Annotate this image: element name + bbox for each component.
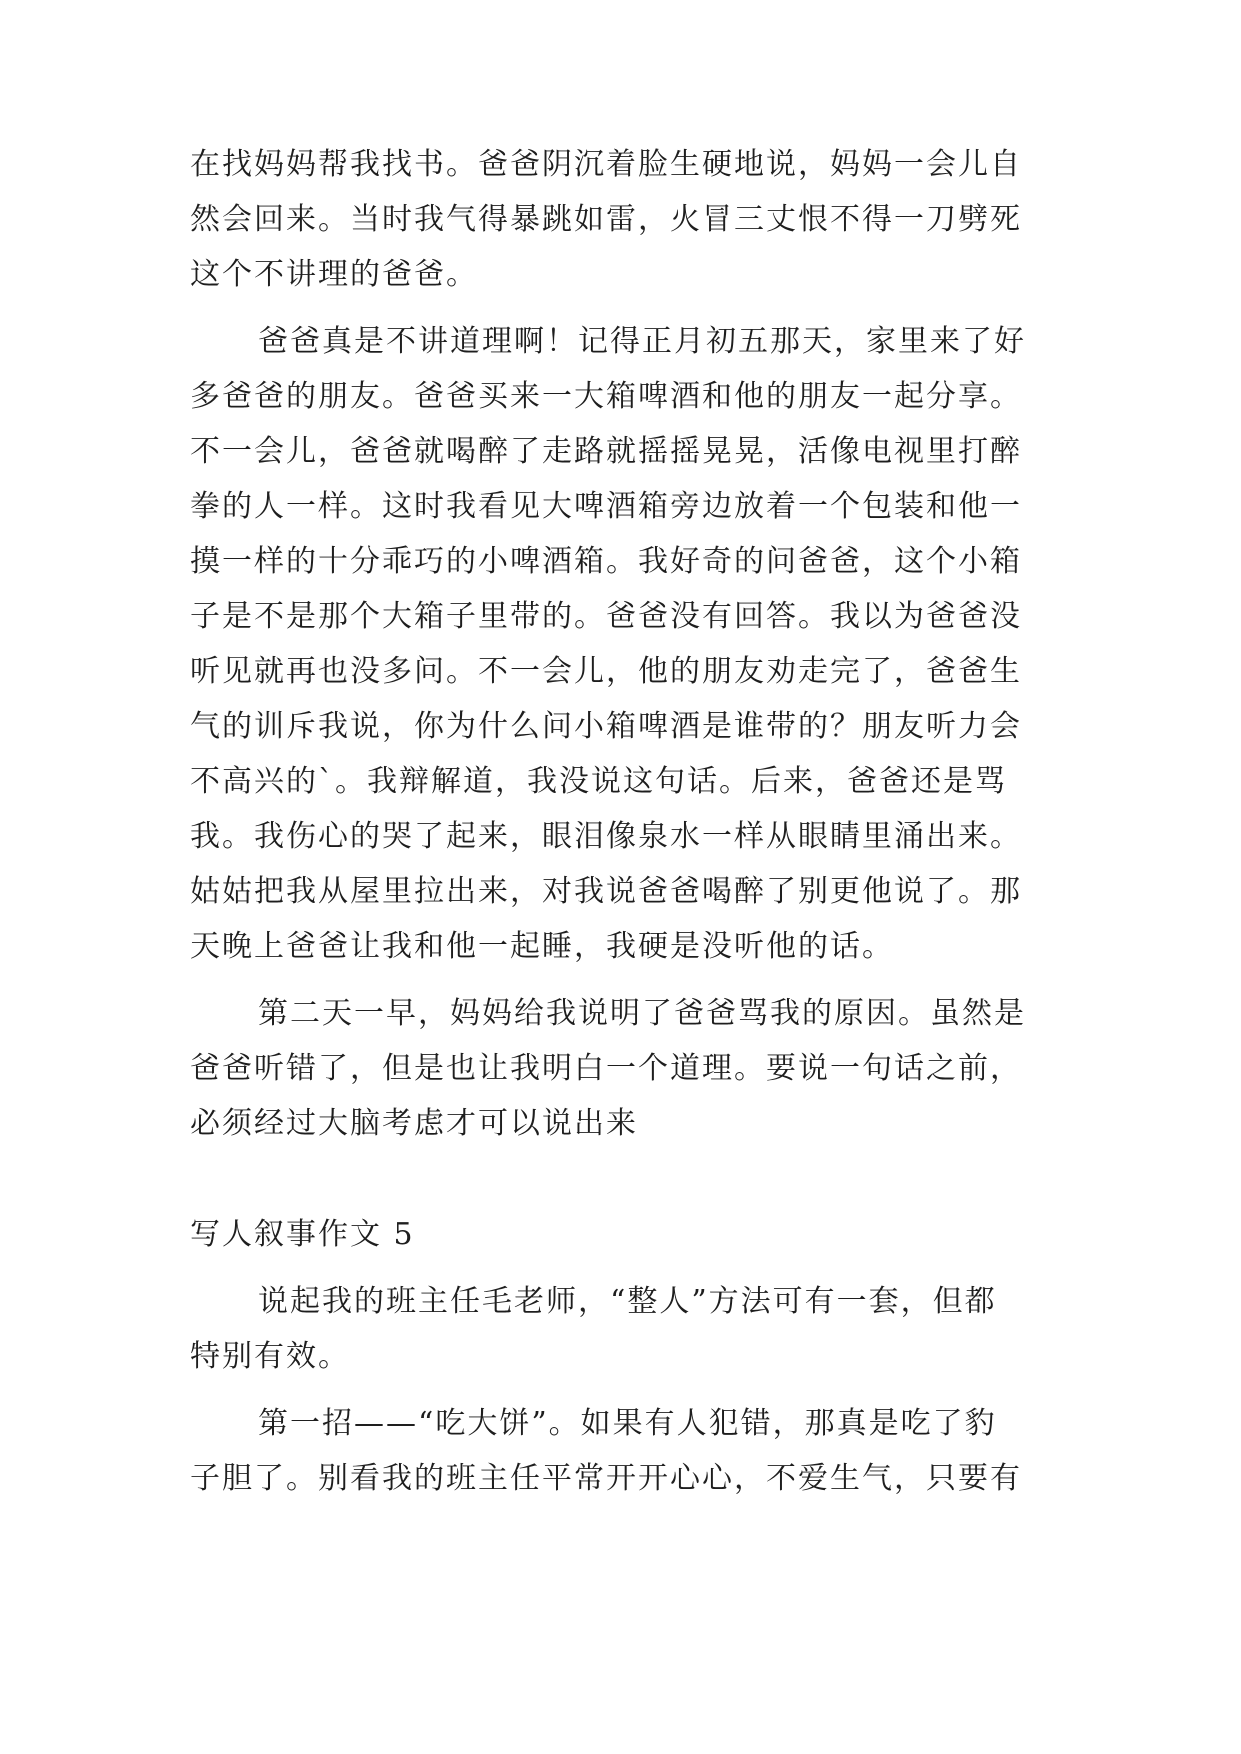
text-line: 姑姑把我从屋里拉出来，对我说爸爸喝醉了别更他说了。那 — [190, 874, 1022, 909]
section-heading: 写人叙事作文 5 — [190, 1217, 415, 1252]
text-line: 在找妈妈帮我找书。爸爸阴沉着脸生硬地说，妈妈一会儿自 — [190, 147, 1022, 182]
text-line: 摸一样的十分乖巧的小啤酒箱。我好奇的问爸爸，这个小箱 — [190, 544, 1022, 579]
paragraph-first-line: 说起我的班主任毛老师，“整人”方法可有一套，但都 — [258, 1284, 997, 1319]
text-line: 这个不讲理的爸爸。 — [190, 257, 478, 292]
text-line: 必须经过大脑考虑才可以说出来 — [190, 1106, 638, 1141]
text-line: 子是不是那个大箱子里带的。爸爸没有回答。我以为爸爸没 — [190, 599, 1022, 634]
text-line: 多爸爸的朋友。爸爸买来一大箱啤酒和他的朋友一起分享。 — [190, 379, 1022, 414]
text-line: 天晚上爸爸让我和他一起睡，我硬是没听他的话。 — [190, 929, 894, 964]
text-line: 子胆了。别看我的班主任平常开开心心，不爱生气，只要有 — [190, 1461, 1022, 1496]
text-line: 不一会儿，爸爸就喝醉了走路就摇摇晃晃，活像电视里打醉 — [190, 434, 1022, 469]
text-line: 气的训斥我说，你为什么问小箱啤酒是谁带的？朋友听力会 — [190, 709, 1022, 744]
paragraph-first-line: 爸爸真是不讲道理啊！记得正月初五那天，家里来了好 — [258, 324, 1026, 359]
text-line: 不高兴的`。我辩解道，我没说这句话。后来，爸爸还是骂 — [190, 764, 1007, 799]
text-line: 爸爸听错了，但是也让我明白一个道理。要说一句话之前， — [190, 1051, 1022, 1086]
text-line: 拳的人一样。这时我看见大啤酒箱旁边放着一个包装和他一 — [190, 489, 1022, 524]
text-line: 特别有效。 — [190, 1339, 350, 1374]
text-line: 我。我伤心的哭了起来，眼泪像泉水一样从眼睛里涌出来。 — [190, 819, 1022, 854]
text-line: 然会回来。当时我气得暴跳如雷，火冒三丈恨不得一刀劈死 — [190, 202, 1022, 237]
text-line: 听见就再也没多问。不一会儿，他的朋友劝走完了，爸爸生 — [190, 654, 1022, 689]
paragraph-first-line: 第二天一早，妈妈给我说明了爸爸骂我的原因。虽然是 — [258, 996, 1026, 1031]
paragraph-first-line: 第一招——“吃大饼”。如果有人犯错，那真是吃了豹 — [258, 1406, 997, 1441]
